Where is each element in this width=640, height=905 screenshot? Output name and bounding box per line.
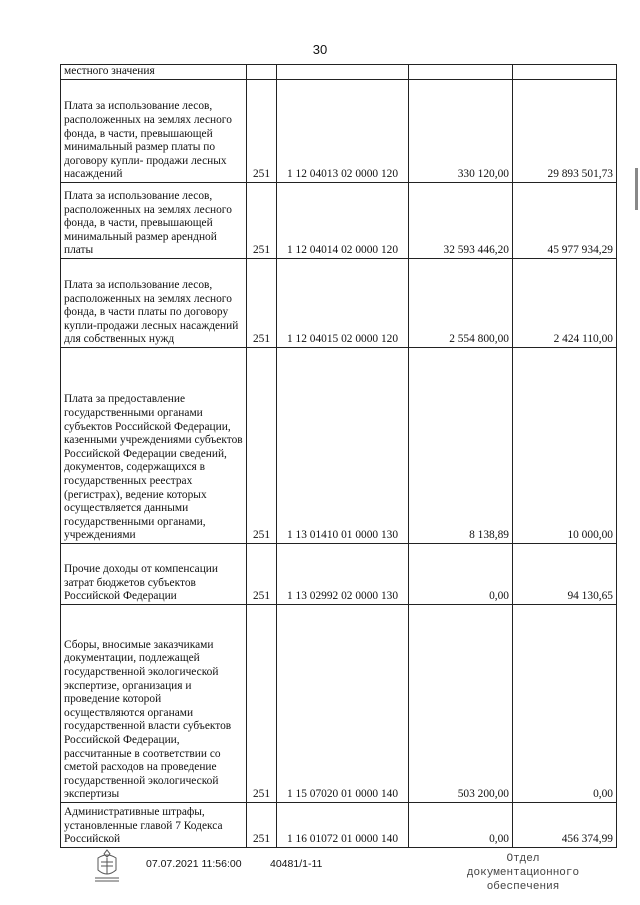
footer-date: 07.07.2021 11:56:00 xyxy=(146,858,242,870)
row-name: Плата за предоставление государственными органами субъектов Российской Федерации, казенными учреждениями субъектов Российской Федерации сведений, документов, содержащихся в государственных реестрах (регистрах), ведение которых осуществляется данными государственными органами, учреждениями xyxy=(61,348,247,544)
row-value-2: 94 130,65 xyxy=(513,544,617,605)
row-value-1: 2 554 800,00 xyxy=(409,259,513,348)
row-budget-code: 1 15 07020 01 0000 140 xyxy=(277,605,409,803)
table-row xyxy=(61,65,617,80)
row-value-2: 29 893 501,73 xyxy=(513,80,617,183)
table-row xyxy=(61,605,617,803)
row-value-1: 0,00 xyxy=(409,544,513,605)
row-admin-code: 251 xyxy=(247,183,277,259)
row-admin-code xyxy=(247,65,277,80)
row-name: Плата за использование лесов, расположенных на землях лесного фонда, в части, превышающей минимальный размер платы по договору купли- продажи лесных насаждений xyxy=(61,80,247,183)
row-value-2: 2 424 110,00 xyxy=(513,259,617,348)
row-name: Сборы, вносимые заказчиками документации, подлежащей государственной экологической экспертизе, организация и проведение которой осуществляются органами государственной власти субъектов Российской Федерации, рассчитанные в соответствии со сметой расходов на проведение государственной экологической экспертизы xyxy=(61,605,247,803)
row-value-1: 32 593 446,20 xyxy=(409,183,513,259)
row-admin-code: 251 xyxy=(247,80,277,183)
row-budget-code: 1 13 01410 01 0000 130 xyxy=(277,348,409,544)
row-value-1 xyxy=(409,65,513,80)
table-row xyxy=(61,183,617,259)
footer-registration-number: 40481/1-11 xyxy=(270,858,323,870)
revenue-table xyxy=(60,64,617,848)
row-name: Плата за использование лесов, расположенных на землях лесного фонда, в части платы по договору купли-продажи лесных насаждений для собственных нужд xyxy=(61,259,247,348)
table-row xyxy=(61,544,617,605)
row-value-2: 0,00 xyxy=(513,605,617,803)
row-budget-code: 1 12 04015 02 0000 120 xyxy=(277,259,409,348)
row-name: Прочие доходы от компенсации затрат бюджетов субъектов Российской Федерации xyxy=(61,544,247,605)
row-admin-code: 251 xyxy=(247,803,277,848)
row-budget-code xyxy=(277,65,409,80)
row-admin-code: 251 xyxy=(247,259,277,348)
table-row xyxy=(61,803,617,848)
row-budget-code: 1 12 04014 02 0000 120 xyxy=(277,183,409,259)
row-value-2: 45 977 934,29 xyxy=(513,183,617,259)
row-value-2 xyxy=(513,65,617,80)
row-value-1: 0,00 xyxy=(409,803,513,848)
scan-edge-mark xyxy=(635,168,638,210)
row-budget-code: 1 16 01072 01 0000 140 xyxy=(277,803,409,848)
row-name: Плата за использование лесов, расположенных на землях лесного фонда, в части, превышающей минимальный размер арендной платы xyxy=(61,183,247,259)
table-row xyxy=(61,348,617,544)
table-row xyxy=(61,80,617,183)
row-value-1: 330 120,00 xyxy=(409,80,513,183)
row-value-1: 503 200,00 xyxy=(409,605,513,803)
emblem-stamp-icon xyxy=(92,848,122,884)
table-row xyxy=(61,259,617,348)
page-number: 30 xyxy=(312,42,328,57)
row-admin-code: 251 xyxy=(247,348,277,544)
row-budget-code: 1 12 04013 02 0000 120 xyxy=(277,80,409,183)
footer-department-line-1: Отдел документационного xyxy=(466,853,580,879)
row-value-1: 8 138,89 xyxy=(409,348,513,544)
row-name: Административные штрафы, установленные главой 7 Кодекса Российской xyxy=(61,803,247,848)
footer-department xyxy=(448,852,598,894)
row-value-2: 10 000,00 xyxy=(513,348,617,544)
row-admin-code: 251 xyxy=(247,605,277,803)
row-name: местного значения xyxy=(61,65,247,80)
row-value-2: 456 374,99 xyxy=(513,803,617,848)
row-budget-code: 1 13 02992 02 0000 130 xyxy=(277,544,409,605)
row-admin-code: 251 xyxy=(247,544,277,605)
footer-department-line-2: обеспечения xyxy=(486,881,560,893)
